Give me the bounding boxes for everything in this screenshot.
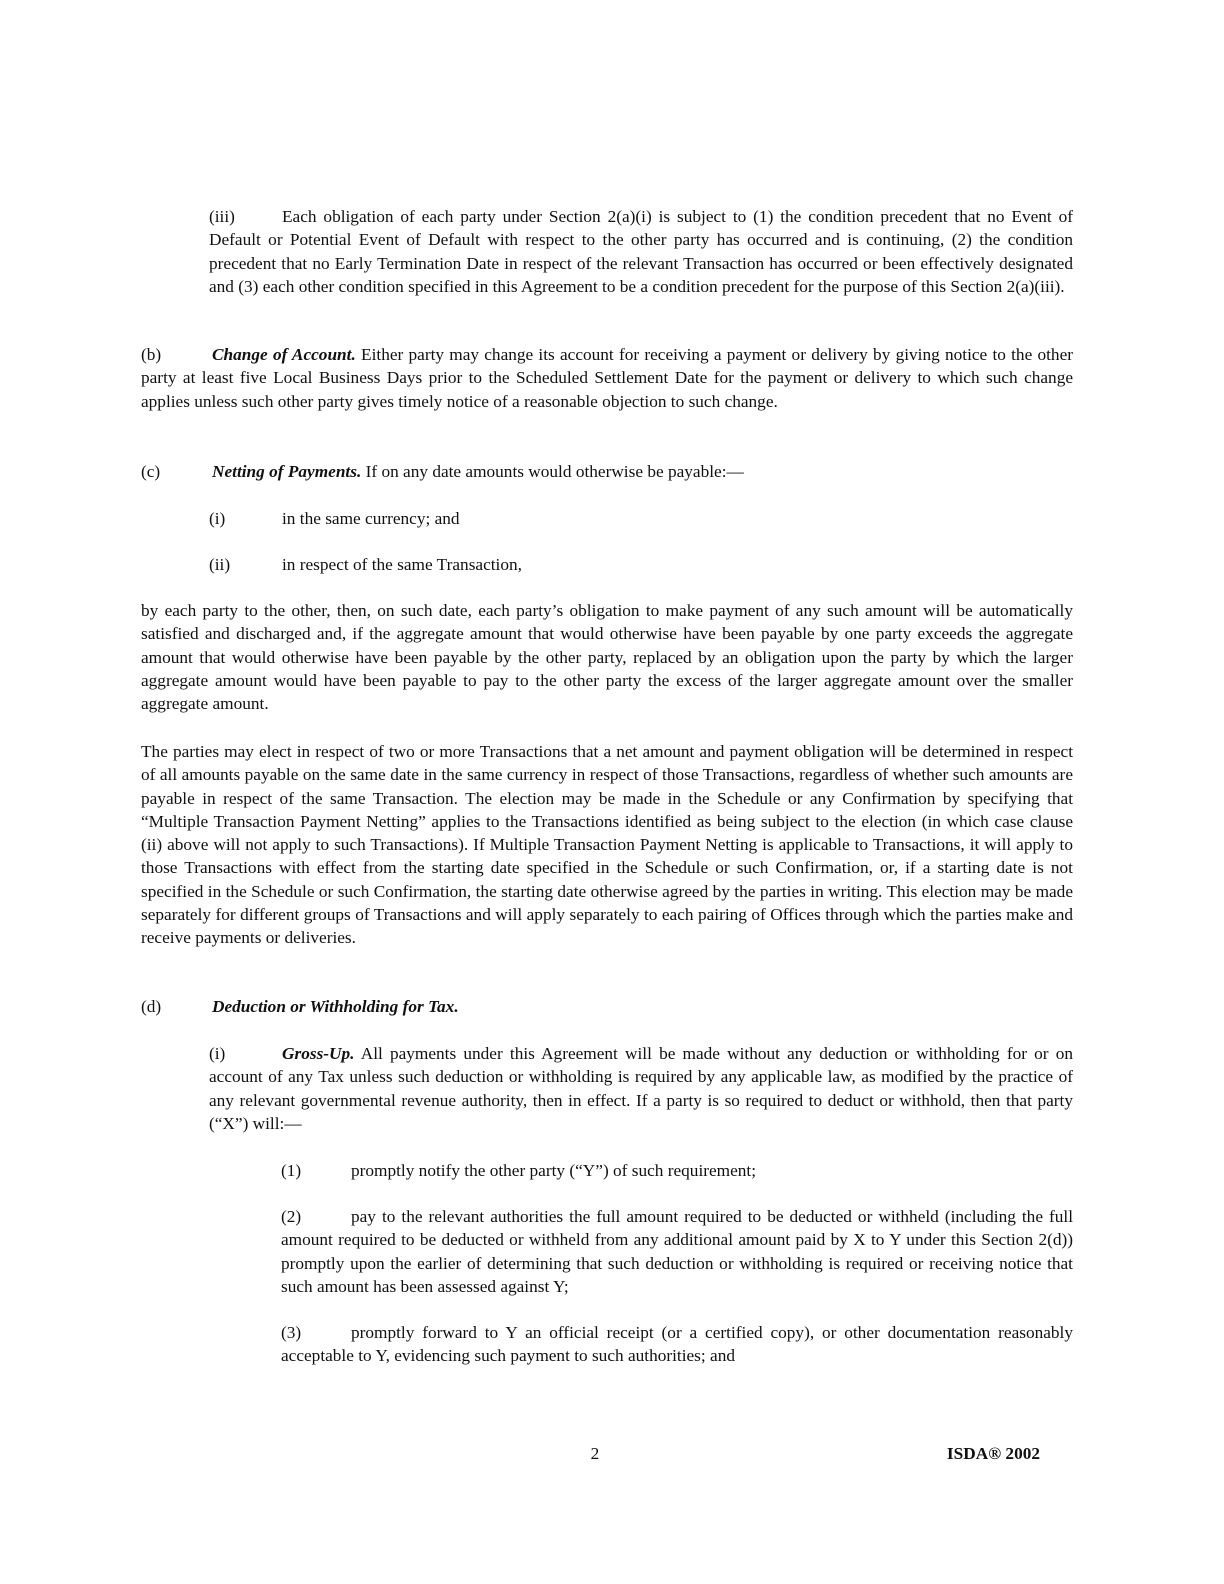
section-2a-iii [209,205,1073,298]
item-number: (2) [281,1207,302,1226]
item-text: All payments under this Agreement will be made without any deduction or withholding for or on account of any Tax unless such deduction or withholding is required by any applicable law, as modified by the practice of any relevant governmental revenue authority, then in effect. If a party is so required to deduct or withhold, then that party (“X”) will:— [209,1044,1073,1133]
item-number: (ii) [209,555,231,574]
section-heading: Netting of Payments. [212,462,362,481]
section-number: (iii) [209,207,235,226]
section-d [141,995,1073,1018]
section-b [141,343,1073,413]
section-c-continuation: by each party to the other, then, on such date, each party’s obligation to make payment of any such amount will be automatically satisfied and discharged and, if the aggregate amount that would otherwise have been payable by one party exceeds the aggregate amount that would otherwise have been payable by the other party, replaced by an obligation upon the party by which the larger aggregate amount would have been payable to pay to the other party the excess of the larger aggregate amount over the smaller aggregate amount. [141,601,1073,714]
item-text: in the same currency; and [282,509,460,528]
item-number: (1) [281,1161,302,1180]
section-d-i [209,1042,1073,1135]
item-text: in respect of the same Transaction, [282,555,522,574]
section-number: (c) [141,462,161,481]
section-c [141,460,1073,483]
item-number: (3) [281,1323,302,1342]
section-heading: Deduction or Withholding for Tax. [212,997,459,1016]
item-text: pay to the relevant authorities the full amount required to be deducted or withheld (including the full amount required to be deducted or withheld from any additional amount paid by X to Y under this Section 2(d)) promptly upon the earlier of determining that such deduction or withholding is required or receiving notice that such amount has been assessed against Y; [281,1207,1073,1296]
item-text: promptly notify the other party (“Y”) of such requirement; [351,1161,757,1180]
page-number: 2 [590,1444,600,1463]
document-brand: ISDA® 2002 [946,1444,1040,1463]
section-text: Each obligation of each party under Section 2(a)(i) is subject to (1) the condition precedent that no Event of Default or Potential Event of Default with respect to the other party has occurred and is continuing, (2) the condition precedent that no Early Termination Date in respect of the relevant Transaction has occurred or been effectively designated and (3) each other condition specified in this Agreement to be a condition precedent for the purpose of this Section 2(a)(iii). [209,207,1073,296]
list-item [209,553,1073,576]
section-heading: Change of Account. [212,345,356,364]
item-heading: Gross-Up. [282,1044,355,1063]
list-item [281,1205,1073,1298]
section-text: Either party may change its account for receiving a payment or delivery by giving notice to the other party at least five Local Business Days prior to the Scheduled Settlement Date for the payment or delivery to which such change applies unless such other party gives timely notice of a reasonable objection to such change. [141,345,1073,411]
section-c-election: The parties may elect in respect of two or more Transactions that a net amount and payment obligation will be determined in respect of all amounts payable on the same date in the same currency in respect of those Transactions, regardless of whether such amounts are payable in respect of the same Transaction. The election may be made in the Schedule or any Confirmation by specifying that “Multiple Transaction Payment Netting” applies to the Transactions identified as being subject to the election (in which case clause (ii) above will not apply to such Transactions). If Multiple Transaction Payment Netting is applicable to Transactions, it will apply to those Transactions with effect from the starting date specified in the Schedule or such Confirmation, or, if a starting date is not specified in the Schedule or such Confirmation, the starting date otherwise agreed by the parties in writing. This election may be made separately for different groups of Transactions and will apply separately to each pairing of Offices through which the parties make and receive payments or deliveries. [141,742,1073,948]
section-number: (d) [141,997,162,1016]
item-text: promptly forward to Y an official receipt (or a certified copy), or other documentation reasonably acceptable to Y, evidencing such payment to such authorities; and [281,1323,1073,1366]
list-item [281,1159,1073,1182]
section-text: If on any date amounts would otherwise be payable:— [365,462,744,481]
list-item [281,1321,1073,1368]
item-number: (i) [209,1044,226,1063]
item-number: (i) [209,509,226,528]
section-number: (b) [141,345,162,364]
list-item [209,507,1073,530]
